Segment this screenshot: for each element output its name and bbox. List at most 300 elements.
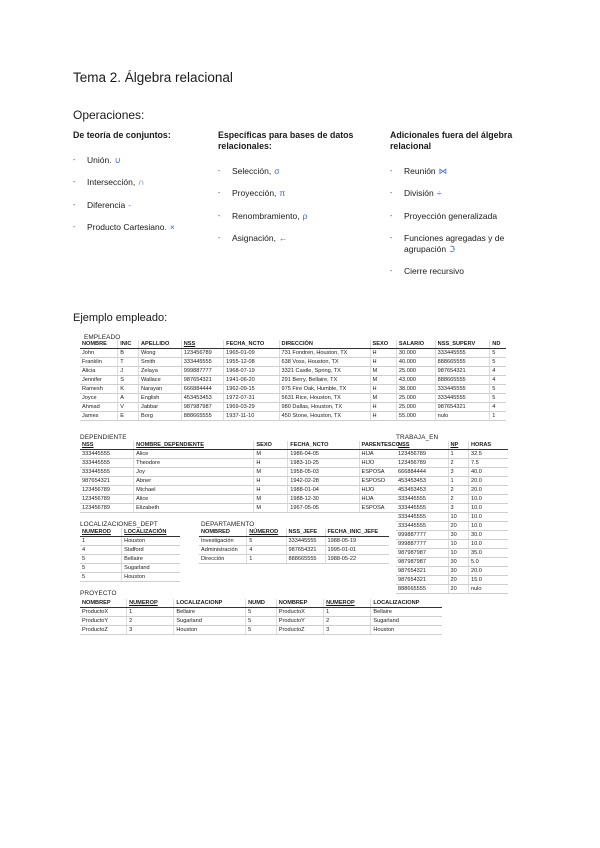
table-cell: Jabbar [139, 403, 182, 412]
operator-symbol: π [279, 188, 286, 199]
table-cell: 888665555 [435, 358, 490, 367]
table-cell: 999887777 [396, 540, 448, 549]
table-cell: 5 [490, 358, 506, 367]
table-row [80, 412, 506, 421]
table-cell: 4 [490, 403, 506, 412]
table-row [80, 546, 180, 555]
table-cell: 453453453 [396, 477, 448, 486]
operation-item [73, 200, 203, 211]
table-row [396, 576, 508, 585]
relation-table [396, 441, 508, 594]
table-row [396, 504, 508, 513]
table-row [80, 564, 180, 573]
operation-label: Producto Cartesiano. [87, 221, 167, 232]
table-cell: 10.0 [468, 522, 508, 531]
table-cell: 333445555 [181, 358, 223, 367]
table-cell: 1972-07-31 [224, 394, 279, 403]
table-cell: 2 [448, 459, 468, 468]
table-cell: 638 Voss, Houston, TX [279, 358, 370, 367]
operator-symbol: ⋈ [438, 166, 448, 176]
column-header: NSS [396, 441, 448, 450]
table-row [80, 495, 430, 504]
relation-table [80, 441, 430, 513]
column-heading: Adicionales fuera del álgebra relacional [390, 130, 513, 151]
table-cell: 1 [490, 412, 506, 421]
table-row [80, 349, 506, 358]
table-row [80, 477, 430, 486]
column-header: LOCALIZACIONP [174, 599, 246, 608]
table-cell: 20.0 [468, 486, 508, 495]
operator-symbol: ℑ [449, 243, 455, 254]
table-cell: 5631 Rice, Houston, TX [279, 394, 370, 403]
table-cell: 987654321 [286, 546, 325, 555]
table-cell: 20 [448, 576, 468, 585]
table-cell: 5 [246, 617, 277, 626]
column-header: FECHA_NCTO [288, 441, 359, 450]
table-cell: 1 [448, 450, 468, 459]
table-cell: 1988-12-30 [288, 495, 359, 504]
table-cell: 15.0 [468, 576, 508, 585]
operation-label: Cierre recursivo [404, 266, 464, 277]
table-cell: 333445555 [396, 495, 448, 504]
table-cell: M [254, 468, 288, 477]
table-cell: HIJA [359, 495, 430, 504]
table-cell: H [370, 412, 396, 421]
table-cell: 5 [490, 394, 506, 403]
table-cell: 333445555 [396, 513, 448, 522]
table-cell: Stafford [122, 546, 180, 555]
table-cell: 333445555 [396, 522, 448, 531]
table-cell: 25.000 [396, 403, 435, 412]
relation-table [80, 599, 442, 635]
table-cell: Alicia [80, 367, 118, 376]
operator-symbol: ∪ [114, 155, 121, 165]
operator-symbol: ∩ [138, 177, 145, 188]
table-header-row [396, 441, 508, 450]
table-cell: 1941-06-20 [224, 376, 279, 385]
table-cell: 1958-05-03 [288, 468, 359, 477]
table-cell: 2 [448, 495, 468, 504]
table-cell: 1988-05-22 [325, 555, 389, 564]
table-cell: ProductoY [276, 617, 323, 626]
relation-table [80, 340, 506, 421]
table-cell: S [118, 376, 139, 385]
table-cell: 10.0 [468, 495, 508, 504]
table-header-row [80, 528, 180, 537]
operation-label: Selección, [232, 166, 272, 176]
table-cell: 20.0 [468, 567, 508, 576]
column-header: ND [490, 340, 506, 349]
table-cell: 1986-04-05 [288, 450, 359, 459]
table-cell: 5 [246, 608, 277, 617]
operation-item [390, 188, 530, 199]
table-cell: 987987987 [396, 549, 448, 558]
table-cell: ProductoX [276, 608, 323, 617]
column-header: NOMBREP [276, 599, 323, 608]
table-row [80, 358, 506, 367]
table-cell: 32.5 [468, 450, 508, 459]
table-cell: ESPOSO [359, 477, 430, 486]
column-header: DIRECCIÓN [279, 340, 370, 349]
column-header: SEXO [254, 441, 288, 450]
table-caption: TRABAJA_EN [396, 434, 439, 441]
relation-table [80, 528, 180, 582]
table-cell: 1968-07-19 [224, 367, 279, 376]
column-heading: De teoría de conjuntos: [73, 130, 171, 140]
table-cell: 1937-11-10 [224, 412, 279, 421]
table-cell: Borg [139, 412, 182, 421]
operator-symbol: ρ [302, 210, 308, 221]
table-cell: 2 [448, 486, 468, 495]
table-cell: HIJA [359, 450, 430, 459]
table-cell: 333445555 [80, 450, 134, 459]
table-cell: Bellaire [174, 608, 246, 617]
table-cell: Ahmad [80, 403, 118, 412]
table-cell: 43.000 [396, 376, 435, 385]
table-cell: 123456789 [181, 349, 223, 358]
table-row [80, 617, 442, 626]
table-row [396, 477, 508, 486]
table-cell: 3321 Castle, Spring, TX [279, 367, 370, 376]
table-cell: 55.000 [396, 412, 435, 421]
table-cell: English [139, 394, 182, 403]
table-cell: Theodore [134, 459, 254, 468]
operator-symbol: - [128, 199, 132, 210]
table-cell: Zelaya [139, 367, 182, 376]
operation-label: División [404, 188, 434, 199]
table-cell: Ramesh [80, 385, 118, 394]
table-cell: 333445555 [80, 468, 134, 477]
table-cell: 40.0 [468, 468, 508, 477]
table-cell: Alice [134, 450, 254, 459]
table-cell: Wong [139, 349, 182, 358]
table-caption: LOCALIZACIONES_DEPT [80, 521, 158, 528]
table-cell: 38.000 [396, 385, 435, 394]
table-cell: Houston [174, 626, 246, 635]
table-cell: M [370, 367, 396, 376]
table-cell: 1995-01-01 [325, 546, 389, 555]
table-cell: HIJO [359, 486, 430, 495]
table-cell: 1 [448, 477, 468, 486]
table-cell: 333445555 [435, 394, 490, 403]
table-cell: 1965-01-09 [224, 349, 279, 358]
table-cell: H [370, 403, 396, 412]
operation-item [390, 211, 530, 222]
table-cell: Alice [134, 495, 254, 504]
table-cell: Administración [199, 546, 247, 555]
table-cell: 1942-02-28 [288, 477, 359, 486]
table-cell: 1 [324, 608, 371, 617]
table-cell: Houston [122, 573, 180, 582]
operation-item [73, 155, 203, 166]
table-row [80, 537, 180, 546]
table-cell: 20.0 [468, 477, 508, 486]
operation-item [390, 166, 530, 177]
table-row [199, 546, 389, 555]
table-cell: ProductoZ [276, 626, 323, 635]
table-cell: 123456789 [80, 486, 134, 495]
operation-item [73, 222, 203, 233]
table-cell: 30 [448, 567, 468, 576]
table-row [80, 486, 430, 495]
table-cell: 987654321 [80, 477, 134, 486]
table-cell: ProductoY [80, 617, 127, 626]
table-row [199, 555, 389, 564]
table-cell: V [118, 403, 139, 412]
operation-item [390, 233, 530, 255]
column-header: SEXO [370, 340, 396, 349]
operation-item [218, 188, 368, 199]
table-cell: 1969-03-29 [224, 403, 279, 412]
table-cell: HIJO [359, 459, 430, 468]
table-cell: 1 [247, 555, 286, 564]
table-row [396, 486, 508, 495]
table-row [80, 504, 430, 513]
table-cell: Wallace [139, 376, 182, 385]
table-cell: 5.0 [468, 558, 508, 567]
table-cell: nulo [435, 412, 490, 421]
additional-operations-column [390, 130, 530, 288]
operator-symbol: σ [274, 166, 280, 176]
table-cell: 1967-05-05 [288, 504, 359, 513]
table-cell: 4 [490, 376, 506, 385]
table-cell: 30 [448, 531, 468, 540]
table-cell: 5 [247, 537, 286, 546]
table-cell: 35.0 [468, 549, 508, 558]
table-cell: 987654321 [435, 403, 490, 412]
column-header: NUMEROD [80, 528, 122, 537]
column-header: NSS [80, 441, 134, 450]
table-cell: B [118, 349, 139, 358]
table-cell: 980 Dallas, Houston, TX [279, 403, 370, 412]
table-cell: Joy [134, 468, 254, 477]
column-header: NUMD [246, 599, 277, 608]
table-row [396, 450, 508, 459]
table-row [80, 376, 506, 385]
table-cell: H [254, 486, 288, 495]
operations-list [390, 166, 530, 277]
operation-label: Funciones agregadas y de agrupación [404, 232, 505, 254]
table-cell: 999887777 [181, 367, 223, 376]
table-cell: 10.0 [468, 540, 508, 549]
table-row [396, 558, 508, 567]
table-row [396, 540, 508, 549]
table-cell: 4 [247, 546, 286, 555]
table-cell: 3 [448, 504, 468, 513]
table-cell: 291 Berry, Bellaire, TX [279, 376, 370, 385]
table-cell: 1988-01-04 [288, 486, 359, 495]
table-cell: 1983-10-25 [288, 459, 359, 468]
table-cell: Sugarland [371, 617, 442, 626]
table-cell: 123456789 [80, 495, 134, 504]
column-header: FECHA_INIC_JEFE [325, 528, 389, 537]
table-cell: 888665555 [396, 585, 448, 594]
column-header: NÚMEROD [247, 528, 286, 537]
table-cell: 987654321 [396, 567, 448, 576]
table-cell: 4 [490, 367, 506, 376]
table-cell: 10.0 [468, 504, 508, 513]
table-cell: Bellaire [371, 608, 442, 617]
table-cell: 3 [127, 626, 174, 635]
relation-table [199, 528, 389, 564]
column-header: APELLIDO [139, 340, 182, 349]
table-row [396, 531, 508, 540]
table-row [80, 626, 442, 635]
table-cell: 5 [80, 564, 122, 573]
table-cell: 5 [490, 349, 506, 358]
operation-label: Renombramiento, [232, 210, 300, 221]
table-row [80, 450, 430, 459]
table-cell: 450 Stone, Houston, TX [279, 412, 370, 421]
table-row [80, 385, 506, 394]
table-cell: 30.000 [396, 349, 435, 358]
table-cell: Houston [371, 626, 442, 635]
column-header: NSS [181, 340, 223, 349]
example-heading: Ejemplo empleado: [73, 312, 168, 324]
operations-list [73, 155, 203, 233]
table-cell: 1955-12-08 [224, 358, 279, 367]
table-cell: Jennifer [80, 376, 118, 385]
column-header: NUMEROP [324, 599, 371, 608]
table-cell: H [370, 385, 396, 394]
table-cell: 888665555 [435, 376, 490, 385]
table-cell: 731 Fondren, Houston, TX [279, 349, 370, 358]
table-cell: ESPOSA [359, 468, 430, 477]
table-cell: 20 [448, 585, 468, 594]
table-caption: EMPLEADO [84, 334, 121, 341]
operation-label: Proyección generalizada [404, 210, 498, 221]
column-header: INIC [118, 340, 139, 349]
table-row [396, 468, 508, 477]
operation-label: Diferencia [87, 199, 126, 210]
table-cell: 3 [324, 626, 371, 635]
table-row [80, 367, 506, 376]
table-cell: nulo [468, 585, 508, 594]
table-cell: 987654321 [181, 376, 223, 385]
table-cell: 3 [448, 468, 468, 477]
column-header: PARENTESCO [359, 441, 430, 450]
column-header: NOMBRED [199, 528, 247, 537]
table-cell: 10 [448, 540, 468, 549]
table-cell: 25.000 [396, 394, 435, 403]
operation-label: Intersección, [87, 177, 136, 188]
table-cell: Bellaire [122, 555, 180, 564]
table-row [396, 522, 508, 531]
table-cell: 123456789 [396, 459, 448, 468]
table-cell: 975 Fire Oak, Humble, TX [279, 385, 370, 394]
table-row [396, 567, 508, 576]
table-cell: 999887777 [396, 531, 448, 540]
table-cell: 40.000 [396, 358, 435, 367]
table-cell: ProductoZ [80, 626, 127, 635]
operation-item [390, 266, 530, 277]
operation-item [218, 166, 368, 177]
table-cell: Elizabeth [134, 504, 254, 513]
table-cell: Houston [122, 537, 180, 546]
table-cell: 333445555 [435, 385, 490, 394]
operations-list [218, 166, 368, 244]
column-header: LOCALIZACIÓN [122, 528, 180, 537]
operation-item [218, 211, 368, 222]
table-cell: 2 [324, 617, 371, 626]
table-cell: 333445555 [80, 459, 134, 468]
table-cell: 10 [448, 549, 468, 558]
table-row [80, 555, 180, 564]
table-cell: Smith [139, 358, 182, 367]
table-cell: 333445555 [286, 537, 325, 546]
table-cell: 5 [80, 573, 122, 582]
table-header-row [80, 340, 506, 349]
table-cell: M [254, 504, 288, 513]
table-row [80, 403, 506, 412]
table-row [396, 495, 508, 504]
table-header-row [199, 528, 389, 537]
table-cell: H [370, 358, 396, 367]
table-cell: A [118, 394, 139, 403]
table-cell: E [118, 412, 139, 421]
table-cell: H [370, 349, 396, 358]
page-title: Tema 2. Álgebra relacional [73, 70, 233, 85]
table-cell: M [254, 495, 288, 504]
table-row [396, 459, 508, 468]
operator-symbol: ÷ [436, 188, 442, 199]
operation-label: Proyección, [232, 188, 277, 199]
table-row [396, 549, 508, 558]
table-cell: 25.000 [396, 367, 435, 376]
table-cell: 5 [490, 385, 506, 394]
table-cell: 888665555 [181, 412, 223, 421]
operation-item [218, 233, 368, 244]
table-cell: ProductoX [80, 608, 127, 617]
table-cell: 30.0 [468, 531, 508, 540]
table-cell: M [254, 450, 288, 459]
table-cell: 888665555 [286, 555, 325, 564]
table-cell: 987987987 [396, 558, 448, 567]
table-cell: 666884444 [396, 468, 448, 477]
table-cell: Michael [134, 486, 254, 495]
table-cell: H [254, 477, 288, 486]
table-cell: Investigación [199, 537, 247, 546]
table-row [80, 573, 180, 582]
table-cell: 987987987 [181, 403, 223, 412]
table-cell: 5 [246, 626, 277, 635]
table-cell: K [118, 385, 139, 394]
table-caption: DEPENDIENTE [80, 434, 127, 441]
table-cell: 333445555 [435, 349, 490, 358]
table-cell: Sugarland [122, 564, 180, 573]
relational-specific-column [218, 130, 368, 255]
table-caption: PROYECTO [80, 590, 117, 597]
table-cell: 10.0 [468, 513, 508, 522]
table-cell: 1 [127, 608, 174, 617]
table-header-row [80, 441, 430, 450]
operations-heading: Operaciones: [73, 108, 145, 122]
operator-symbol: × [169, 221, 175, 232]
table-cell: Joyce [80, 394, 118, 403]
column-header: NOMBRE [80, 340, 118, 349]
table-cell: John [80, 349, 118, 358]
table-row [80, 394, 506, 403]
table-cell: H [254, 459, 288, 468]
table-cell: 1962-09-15 [224, 385, 279, 394]
operation-item [73, 177, 203, 188]
table-cell: James [80, 412, 118, 421]
table-cell: Franklin [80, 358, 118, 367]
column-header: NSS_SUPERV [435, 340, 490, 349]
table-cell: 123456789 [80, 504, 134, 513]
table-cell: 7.5 [468, 459, 508, 468]
table-row [80, 459, 430, 468]
